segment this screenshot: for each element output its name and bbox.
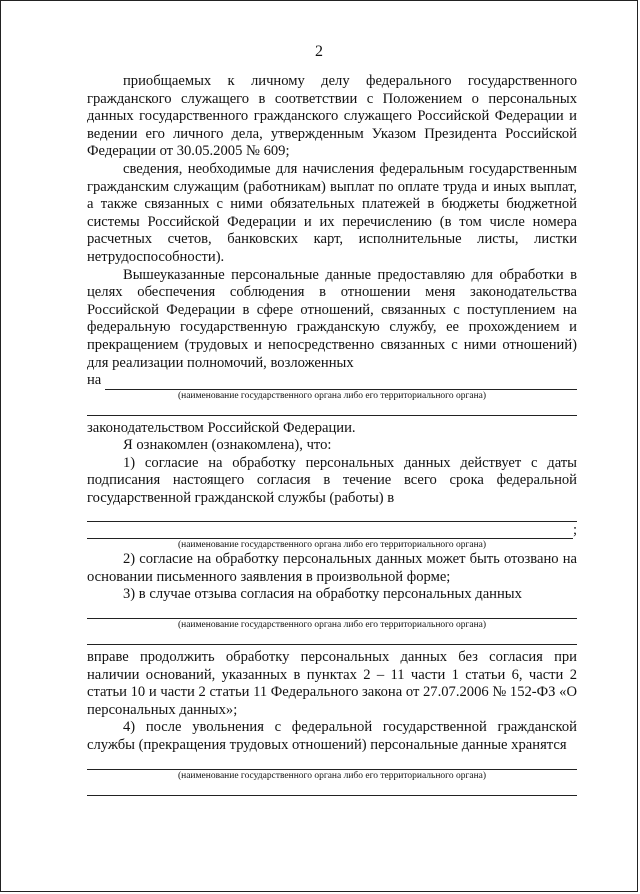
- fill-line: [87, 402, 577, 416]
- caption-authority-2: (наименование государственного органа либо его территориального органа): [177, 540, 487, 551]
- caption-authority-1: (наименование государственного органа либо его территориального органа): [177, 390, 487, 401]
- caption-authority-3: (наименование государственного органа либо его территориального органа): [177, 620, 487, 631]
- fill-line: [87, 604, 577, 619]
- authority-fill-line-1: [87, 372, 577, 390]
- fill-line: [87, 755, 577, 770]
- paragraph-personal-file: приобщаемых к личному делу федерального государственного гражданского служащего в соответствии с Положением о персональных данных государственного гражданского служащего Российской Федерации и ведении его личного дела, утвержденным Указом Президента Российской Федерации от 30.05.2005 № 609;: [87, 73, 577, 160]
- fill-line: [87, 782, 577, 796]
- paragraph-consent-revocation: 2) согласие на обработку персональных данных может быть отозвано на основании письменного заявления в произвольной форме;: [87, 551, 577, 585]
- paragraph-continue-processing: вправе продолжить обработку персональных данных без согласия при наличии оснований, указанных в пунктах 2 – 11 части 1 статьи 6, части 2 статьи 10 и части 2 статьи 11 Федерального закона от 27.07.2006 № 152-ФЗ «О персональных данных»;: [87, 649, 577, 718]
- paragraph-payroll-info: сведения, необходимые для начисления федеральным государственным гражданским служащим (работникам) выплат по оплате труда и иных выплат, а также связанных с ними обязательных платежей в бюджеты бюджетной системы Российской Федерации и их перечислению (в том числе номера расчетных счетов, банковских карт, исполнительные листы, листки нетрудоспособности).: [87, 160, 577, 265]
- caption-authority-4: (наименование государственного органа либо его территориального органа): [177, 770, 487, 781]
- document-body: [87, 73, 577, 796]
- paragraph-after-dismissal: 4) после увольнения с федеральной государственной гражданской службы (прекращения трудовых отношений) персональные данные хранятся: [87, 719, 577, 753]
- authority-fill-line-2: [87, 522, 577, 540]
- paragraph-consent-withdrawal: 3) в случае отзыва согласия на обработку персональных данных: [123, 586, 522, 603]
- paragraph-legislation: законодательством Российской Федерации.: [87, 419, 356, 436]
- paragraph-purpose: Вышеуказанные персональные данные предоставляю для обработки в целях обеспечения соблюдения в отношении меня законодательства Российской Федерации в сфере отношений, связанных с поступлением на федеральную государственную гражданскую службу, ее прохождением и прекращением (трудовых и непосредственно связанных с ними отношений) для реализации полномочий, возложенных: [87, 266, 577, 371]
- fill-line: [105, 377, 577, 390]
- semicolon: ;: [572, 521, 577, 538]
- fill-line: [87, 526, 573, 539]
- paragraph-acknowledged: Я ознакомлен (ознакомлена), что:: [123, 437, 332, 454]
- fill-line: [87, 631, 577, 645]
- page-number: 2: [315, 43, 323, 60]
- fill-line: [87, 508, 577, 522]
- word-na: на: [87, 372, 102, 389]
- paragraph-consent-duration: 1) согласие на обработку персональных данных действует с даты подписания настоящего согласия в течение всего срока федеральной государственной гражданской службы (работы) в: [87, 454, 577, 507]
